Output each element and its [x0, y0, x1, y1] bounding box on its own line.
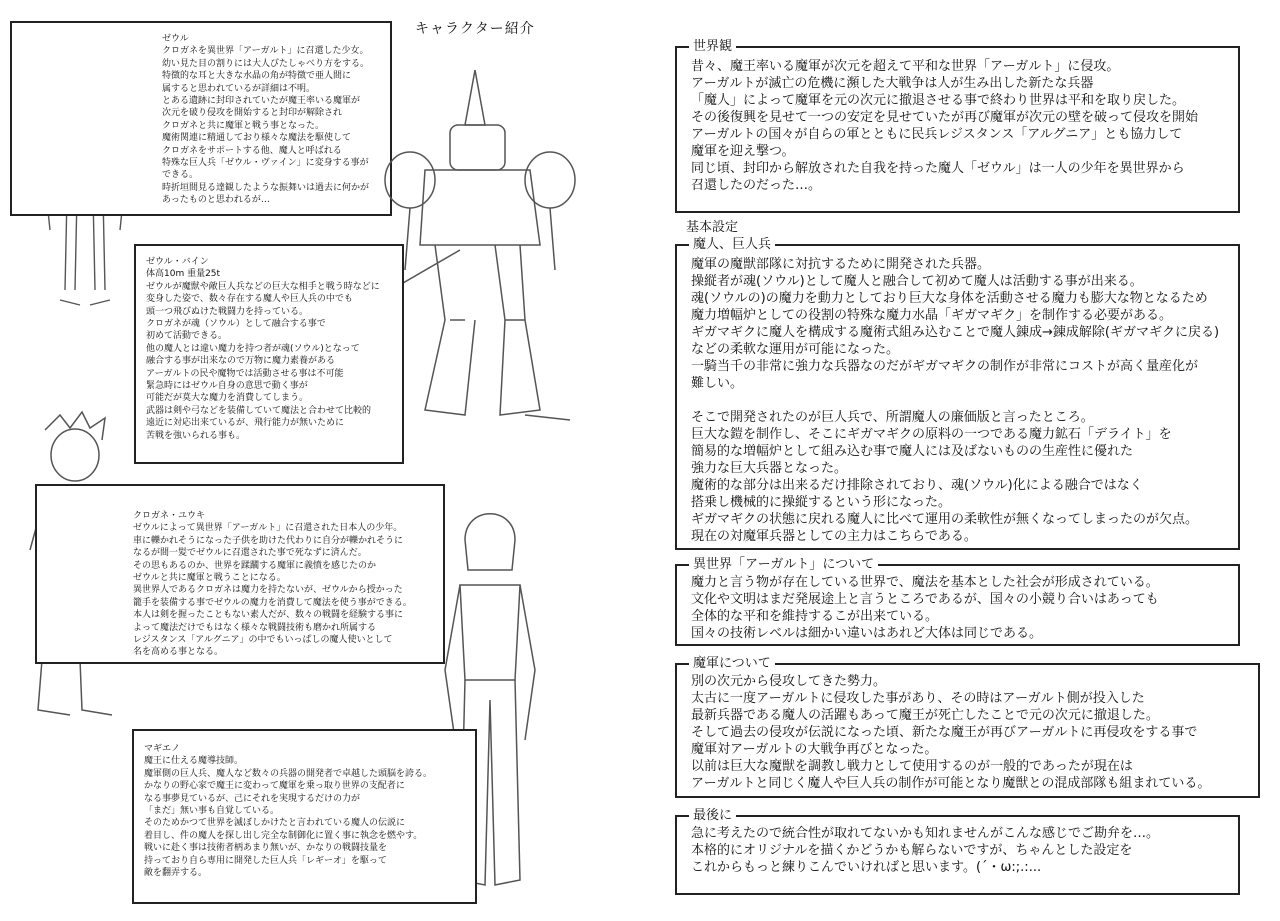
character-text-line: できる。 — [162, 170, 199, 181]
section-text-line: ギガマギクの状態に戻れる魔人に比べて運用の柔軟性が無くなってしまったのが欠点。 — [691, 512, 1199, 527]
character-text-line: 他の魔人とは違い魔力を持つ者が魂(ソウル)となって — [146, 343, 360, 354]
character-text-line: 時折垣間見る達観したような振舞いは過去に何かが — [162, 182, 370, 193]
section-text-line: 召還したのだった…。 — [691, 178, 822, 193]
character-text-line: 融合する事が出来なので万物に魔力素養がある — [146, 356, 336, 367]
character-box-kurogane — [35, 484, 445, 664]
section-majin — [675, 237, 1240, 550]
section-text-line: 魂(ソウルの)の魔力を動力としており巨大な身体を活動させる魔力も膨大な物となるため — [691, 291, 1208, 306]
section-text-line: 全体的な平和を維持するこが出来ている。 — [691, 609, 939, 624]
character-box-zeul-vine — [134, 244, 404, 464]
character-text-line: 特殊な巨人兵「ゼウル・ヴァイン」に変身する事が — [162, 158, 369, 169]
character-text-line: 名を高める事となる。 — [133, 647, 224, 658]
character-text-line: 幼い見た目の割りには大人びたしゃべり方をする。 — [162, 58, 370, 69]
character-text-line: 遠近に対応出来ているが、飛行能力が無いために — [146, 418, 345, 429]
character-text-line: 変身した姿で、数々存在する魔人や巨人兵の中でも — [146, 294, 353, 305]
section-text-line: 操縦者が魂(ソウル)として魔人と融合して初めて魔人は活動する事が出来る。 — [691, 274, 1143, 289]
section-text-line: 魔術的な部分は出来るだけ排除されており、魂(ソウル)化による融合ではなく — [691, 478, 1143, 493]
character-text-line: 魔術関連に精通しており様々な魔法を駆使して — [162, 133, 352, 144]
section-text-line: 同じ頃、封印から解放された自我を持った魔人「ゼウル」は一人の少年を異世界から — [691, 161, 1185, 176]
character-text-line: クロガネが魂（ソウル）として融合する事で — [146, 319, 326, 330]
character-text-line: かなりの野心家で魔王に変わって魔軍を乗っ取り世界の支配者に — [144, 781, 405, 792]
character-text-line: その思もあるのか、世界を蹂躙する魔軍に義憤を感じたのか — [133, 560, 377, 571]
character-text-line: 武器は剣や弓などを装備していて魔法と合わせて比較的 — [146, 405, 372, 416]
section-header: 魔人、巨人兵 — [689, 236, 775, 253]
section-text-line: 以前は巨大な魔獣を調教し戦力として使用するのが一般的であったが現在は — [691, 759, 1133, 774]
character-name: クロガネ・ユウキ — [133, 511, 206, 521]
character-text-line: そのためかつて世界を滅ぼしかけたと言われている魔人の伝説に — [144, 818, 406, 829]
section-text-line: 魔軍対アーガルトの大戦争再びとなった。 — [691, 742, 938, 757]
character-text-line: アーガルトの民や魔物では活動させる事は不可能 — [146, 368, 344, 379]
character-name: マギエノ — [144, 744, 181, 754]
character-text-line: 魔王に仕える魔導技師。 — [144, 756, 244, 767]
section-header: 異世界「アーガルト」について — [689, 556, 878, 573]
character-text-line: 緊急時にはゼウル自身の意思で動く事が — [146, 381, 308, 392]
section-text-line: 一騎当千の非常に強力な兵器なのだがギガマギクの制作が非常にコストが高く量産化が — [691, 359, 1199, 374]
page-title: キャラクター紹介 — [415, 21, 535, 37]
character-text-line: 敵を翻弄する。 — [144, 868, 208, 879]
character-text-line: 戦いに赴く事は技術者柄あまり無いが、かなりの戦闘技量を — [144, 843, 388, 854]
character-text-line: なるが間一髪でゼウルに召還された事で死なずに済んだ。 — [133, 548, 367, 559]
character-text-line: 特徴的な耳と大きな水晶の角が特徴で亜人間に — [162, 71, 352, 82]
section-text-line: ギガマギクに魔人を構成する魔術式組み込むことで魔人錬成→錬成解除(ギガマギクに戻る) — [691, 325, 1220, 340]
section-header: 魔軍について — [689, 655, 775, 672]
character-text-line: 本人は剣を握ったこともない素人だが、数々の戦闘を経験する事に — [133, 610, 404, 621]
section-text-line: 最新兵器である魔人の活躍もあって魔王が死亡したことで元の次元に撤退した。 — [691, 708, 1159, 723]
character-box-magieno — [132, 729, 477, 904]
character-spec: 体高10m 重量25t — [146, 269, 221, 280]
section-text-line: 文化や文明はまだ発展途上と言うところであるが、国々の小競り合いはあっても — [691, 592, 1159, 607]
character-text-line: 籠手を装備する事でゼウルの魔力を消費して魔法を使う事ができる。 — [133, 597, 412, 608]
character-text-line: 苦戦を強いられる事も。 — [146, 430, 246, 441]
paragraph-gap — [691, 392, 1224, 409]
character-text-line: なる事夢見ているが、己にそれを実現するだけの力が — [144, 793, 361, 804]
character-box-zeul — [10, 21, 392, 216]
section-text-line: 昔々、魔王率いる魔軍が次元を超えて平和な世界「アーガルト」に侵攻。 — [691, 59, 1120, 74]
character-text-line: よって魔法だけでもはなく様々な戦闘技術も磨かれ所属する — [133, 622, 377, 633]
section-text-line: 国々の技術レベルは細かい違いはあれど大体は同じである。 — [691, 626, 1043, 641]
section-text-line: これからもっと練りこんでいければと思います。(´・ω:;.:... — [691, 860, 1042, 875]
section-text-line: 搭乗し機械的に操縦するという形になった。 — [691, 495, 952, 510]
character-text-line: ゼウルと共に魔軍と戦うことになる。 — [133, 573, 286, 584]
character-text-line: 「まだ」無い事も自覚している。 — [144, 806, 280, 817]
section-header: 最後に — [689, 807, 736, 824]
section-text-line: アーガルトの国々が自らの軍とともに民兵レジスタンス「アルグニア」とも協力して — [691, 127, 1183, 142]
section-argalt — [675, 557, 1240, 646]
section-text-line: 「魔人」によって魔軍を元の次元に撤退させる事で終わり世界は平和を取り戻した。 — [691, 93, 1186, 108]
section-text-line: などの柔軟な運用が可能になった。 — [691, 342, 900, 357]
character-text-line: 車に轢かれそうになった子供を助けた代わりに自分が轢かれそうに — [133, 535, 404, 546]
section-text-line: そして過去の侵攻が伝説になった頃、新たな魔王が再びアーガルトに再侵攻をする事で — [691, 725, 1198, 740]
section-text-line: アーガルトが滅亡の危機に瀕した大戦争は人が生み出した新たな兵器 — [691, 76, 1094, 91]
section-text-line: 難しい。 — [691, 376, 744, 391]
character-text-line: 可能だが莫大な魔力を消費してしまう。 — [146, 393, 309, 404]
character-text-line: クロガネと共に魔軍と戦う事となった。 — [162, 120, 325, 131]
section-text-line: 急に考えたので統合性が取れてないかも知れませんがこんな感じでご勘弁を…。 — [691, 826, 1160, 841]
section-text-line: その後復興を見せて一つの安定を見せていたが再び魔軍が次元の壁を破って侵攻を開始 — [691, 110, 1199, 125]
character-text-line: 属すると思われているが詳細は不明。 — [162, 83, 316, 94]
section-text-line: 魔力増幅炉としての役割の特殊な魔力水晶「ギガマギク」を制作する必要がある。 — [691, 308, 1173, 323]
section-text-line: 簡易的な増幅炉として組み込む事で魔人には及ばないものの生産性に優れた — [691, 444, 1134, 459]
character-name: ゼウル・バイン — [146, 257, 209, 267]
section-text-line: 魔力と言う物が存在している世界で、魔法を基本とした社会が形成されている。 — [691, 575, 1159, 590]
section-worldview — [675, 39, 1240, 213]
basic-settings-title: 基本設定 — [686, 220, 739, 235]
character-text-line: 次元を破り侵攻を開始すると封印が解除され — [162, 108, 343, 119]
character-text-line: 着目し、件の魔人を探し出し完全な制御化に置く事に執念を燃やす。 — [144, 830, 423, 841]
section-text-line: 別の次元から侵攻してきた勢力。 — [691, 674, 887, 689]
character-text-line: 異世界人であるクロガネは魔力を持たないが、ゼウルから授かった — [133, 585, 403, 596]
character-text-line: 初めて活動できる。 — [146, 331, 228, 342]
section-text-line: 強力な巨大兵器となった。 — [691, 461, 848, 476]
character-text-line: クロガネをサポートする他、魔人と呼ばれる — [162, 145, 342, 156]
section-text-line: そこで開発されたのが巨人兵で、所謂魔人の廉価版と言ったところ。 — [691, 410, 1094, 425]
section-text-line: 巨大な鎧を制作し、そこにギガマギクの原料の一つである魔力鉱石「デライト」を — [691, 427, 1172, 442]
character-text-line: あったものと思われるが… — [162, 195, 270, 206]
character-text-line: 魔軍側の巨人兵、魔人など数々の兵器の開発者で卓越した頭脳を誇る。 — [144, 768, 433, 779]
section-header: 世界観 — [689, 38, 736, 55]
section-afterword — [675, 808, 1240, 895]
character-text-line: クロガネを異世界「アーガルト」に召還した少女。 — [162, 46, 369, 57]
character-text-line: 持っており自ら専用に開発した巨人兵「レギーオ」を駆って — [144, 855, 387, 866]
section-text-line: 魔軍の魔獣部隊に対抗するために開発された兵器。 — [691, 257, 991, 272]
section-text-line: 太古に一度アーガルトに侵攻した事があり、その時はアーガルト側が投入した — [691, 691, 1145, 706]
character-text-line: レジスタンス「アルグニア」の中でもいっぱしの魔人使いとして — [133, 635, 393, 646]
section-text-line: 本格的にオリジナルを描くかどうかも解らないですが、ちゃんとした設定を — [691, 843, 1133, 858]
character-text-line: ゼウルが魔獣や敵巨人兵などの巨大な相手と戦う時などに — [146, 281, 380, 292]
character-text-line: ゼウルによって異世界「アーガルト」に召還された日本人の少年。 — [133, 523, 403, 534]
character-text-line: 頭一つ飛びぬけた戦闘力を持っている。 — [146, 306, 309, 317]
character-name: ゼウル — [162, 34, 189, 44]
character-text-line: とある遺跡に封印されていたが魔王率いる魔軍が — [162, 96, 361, 107]
section-text-line: 現在の対魔軍兵器としての主力はこちらである。 — [691, 529, 977, 544]
section-text-line: 魔軍を迎え撃つ。 — [691, 144, 795, 159]
section-text-line: アーガルトと同じく魔人や巨人兵の制作が可能となり魔獣との混成部隊も組まれている。 — [691, 776, 1211, 791]
section-magun — [675, 656, 1260, 798]
